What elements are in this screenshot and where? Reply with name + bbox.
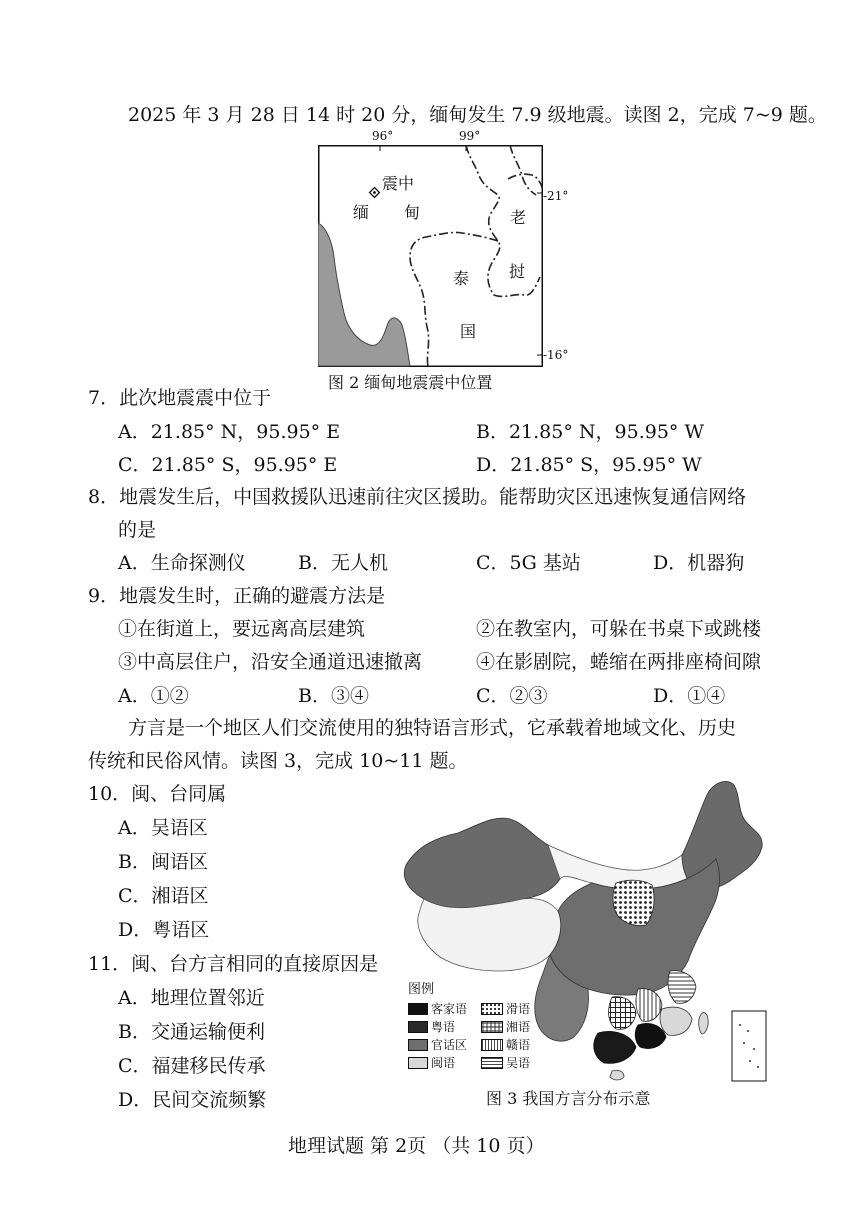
lat-label-16: -16° (543, 348, 569, 362)
q11-stem: 11．闽、台方言相同的直接原因是 (88, 953, 379, 975)
figure-2-caption: 图 2 缅甸地震震中位置 (328, 373, 493, 392)
lat-label-21: -21° (543, 189, 569, 203)
thailand-label-2: 国 (460, 322, 477, 341)
legend-label-hakka: 客家语 (431, 1002, 468, 1016)
legend-swatch-min (408, 1057, 428, 1069)
lon-label-99: 99° (459, 129, 481, 143)
dialect-intro-line2: 传统和民俗风情。读图 3，完成 10~11 题。 (88, 750, 468, 772)
q11-option-b: B．交通运输便利 (118, 1021, 265, 1043)
q7-option-d: D．21.85° S，95.95° W (476, 454, 702, 476)
q10-stem: 10．闽、台同属 (88, 783, 227, 805)
intro-text: 2025 年 3 月 28 日 14 时 20 分，缅甸发生 7.9 级地震。读图 2，完成 7~9 题。 (128, 104, 827, 126)
legend-swatch-xiang (481, 1021, 503, 1033)
q9-option-c: C．②③ (476, 685, 548, 707)
q8-option-a: A．生命探测仪 (118, 552, 246, 574)
q7-stem: 7．此次地震震中位于 (88, 387, 272, 409)
legend-swatch-yue (408, 1021, 428, 1033)
myanmar-label-1: 缅 (353, 203, 370, 222)
q8-stem-line1: 8．地震发生后，中国救援队迅速前往灾区援助。能帮助灾区迅速恢复通信网络 (88, 486, 747, 508)
laos-label-2: 挝 (509, 262, 526, 281)
dialect-intro-line1: 方言是一个地区人们交流使用的独特语言形式，它承载着地域文化、历史 (128, 717, 737, 739)
q8-option-c: C．5G 基站 (476, 552, 581, 574)
myanmar-map-svg (318, 145, 543, 367)
legend-swatch-hakka (408, 1003, 428, 1015)
q7-option-a: A．21.85° N，95.95° E (118, 421, 341, 443)
q11-option-c: C．福建移民传承 (118, 1055, 266, 1077)
q9-statement-1: ①在街道上，要远离高层建筑 (118, 618, 366, 640)
legend-label-gan: 赣语 (506, 1038, 531, 1052)
q9-option-a: A．①② (118, 685, 189, 707)
legend-swatch-mandarin (408, 1039, 428, 1051)
q7-option-c: C．21.85° S，95.95° E (118, 454, 338, 476)
q10-option-a: A．吴语区 (118, 817, 208, 839)
q11-option-a: A．地理位置邻近 (118, 987, 265, 1009)
q11-option-d: D．民间交流频繁 (118, 1089, 267, 1111)
lon-label-96: 96° (372, 129, 394, 143)
legend-label-jin: 滑语 (506, 1002, 531, 1016)
q10-option-b: B．闽语区 (118, 851, 208, 873)
myanmar-label-2: 甸 (404, 203, 421, 222)
q8-option-b: B．无人机 (298, 552, 388, 574)
legend-swatch-wu (481, 1057, 503, 1069)
legend-label-wu: 吴语 (506, 1056, 531, 1070)
thailand-label-1: 泰 (453, 269, 470, 288)
legend-label-xiang: 湘语 (506, 1020, 531, 1034)
figure-3-caption: 图 3 我国方言分布示意 (486, 1089, 651, 1108)
q10-option-d: D．粤语区 (118, 919, 210, 941)
q9-statement-3: ③中高层住户，沿安全通道迅速撤离 (118, 651, 423, 673)
q9-stem: 9．地震发生时，正确的避震方法是 (88, 585, 386, 607)
legend-swatch-gan (481, 1039, 503, 1051)
q8-stem-line2: 的是 (118, 519, 157, 541)
legend-title: 图例 (408, 982, 435, 997)
page-footer: 地理试题 第 2页 （共 10 页） (288, 1135, 545, 1157)
q10-option-c: C．湘语区 (118, 885, 209, 907)
q9-statement-4: ④在影剧院，蜷缩在两排座椅间隙 (476, 651, 762, 673)
q7-option-b: B．21.85° N，95.95° W (476, 421, 704, 443)
legend-label-min: 闽语 (431, 1056, 456, 1070)
legend-label-mandarin: 官话区 (431, 1038, 468, 1052)
q9-option-b: B．③④ (298, 685, 369, 707)
legend-label-yue: 粤语 (431, 1020, 456, 1034)
q8-option-d: D．机器狗 (653, 552, 745, 574)
q9-statement-2: ②在教室内，可躲在书桌下或跳楼 (476, 618, 762, 640)
q9-option-d: D．①④ (653, 685, 726, 707)
laos-label-1: 老 (510, 208, 527, 227)
epicenter-label: 震中 (382, 174, 415, 193)
legend-swatch-jin (481, 1003, 503, 1015)
